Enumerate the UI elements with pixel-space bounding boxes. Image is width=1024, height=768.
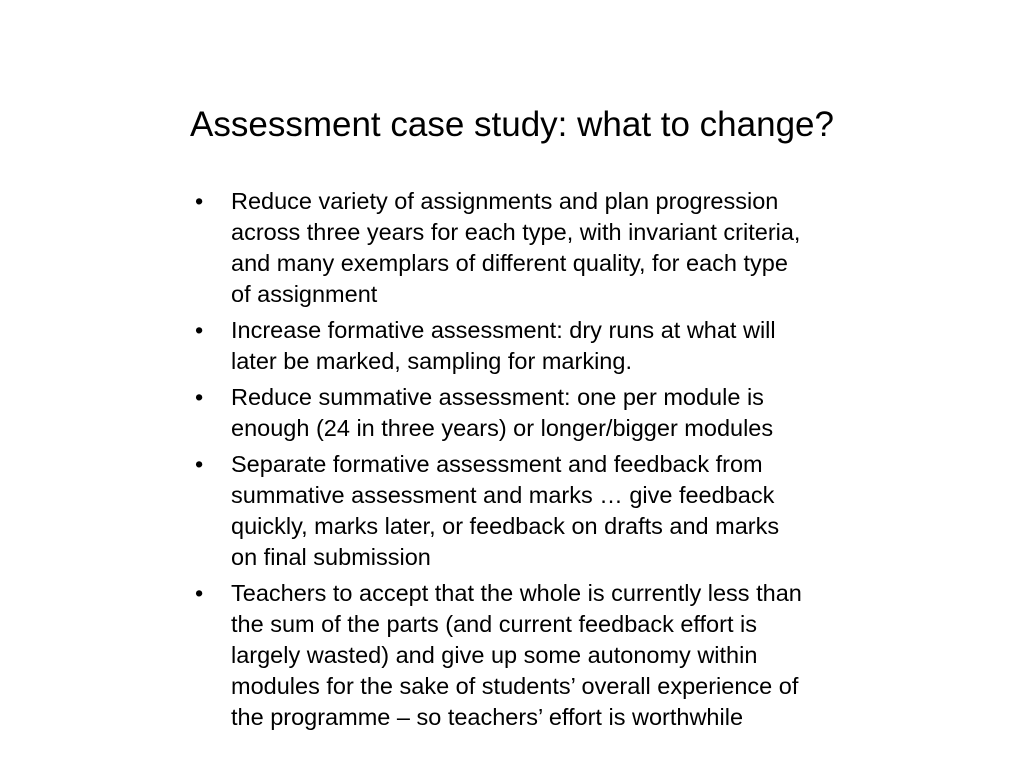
bullet-icon: • (195, 188, 204, 214)
bullet-line: of assignment (231, 281, 378, 307)
bullet-line: Teachers to accept that the whole is currently less than (231, 580, 802, 606)
bullet-line: Reduce variety of assignments and plan progression (231, 188, 779, 214)
bullet-item (190, 449, 930, 573)
bullet-line: Reduce summative assessment: one per module is (231, 384, 764, 410)
bullet-item (190, 382, 930, 444)
bullet-icon: • (195, 580, 204, 606)
bullet-line: later be marked, sampling for marking. (231, 348, 632, 374)
bullet-line: largely wasted) and give up some autonomy within (231, 642, 758, 668)
bullet-line: Increase formative assessment: dry runs at what will (231, 317, 776, 343)
bullet-line: enough (24 in three years) or longer/bigger modules (231, 415, 774, 441)
bullet-item (190, 315, 930, 377)
bullet-item (190, 186, 930, 310)
bullet-line: the sum of the parts (and current feedback effort is (231, 611, 757, 637)
bullet-icon: • (195, 384, 204, 410)
bullet-item (190, 578, 930, 733)
bullet-line: across three years for each type, with invariant criteria, (231, 219, 801, 245)
bullet-line: and many exemplars of different quality, for each type (231, 250, 788, 276)
bullet-line: the programme – so teachers’ effort is worthwhile (231, 704, 744, 730)
bullet-icon: • (195, 451, 204, 477)
bullet-line: modules for the sake of students’ overall experience of (231, 673, 799, 699)
bullet-icon: • (195, 317, 204, 343)
bullet-line: on final submission (231, 544, 431, 570)
bullet-list (190, 186, 930, 738)
bullet-line: Separate formative assessment and feedback from (231, 451, 763, 477)
bullet-line: quickly, marks later, or feedback on drafts and marks (231, 513, 780, 539)
bullet-line: summative assessment and marks … give feedback (231, 482, 775, 508)
slide-title: Assessment case study: what to change? (190, 105, 834, 144)
